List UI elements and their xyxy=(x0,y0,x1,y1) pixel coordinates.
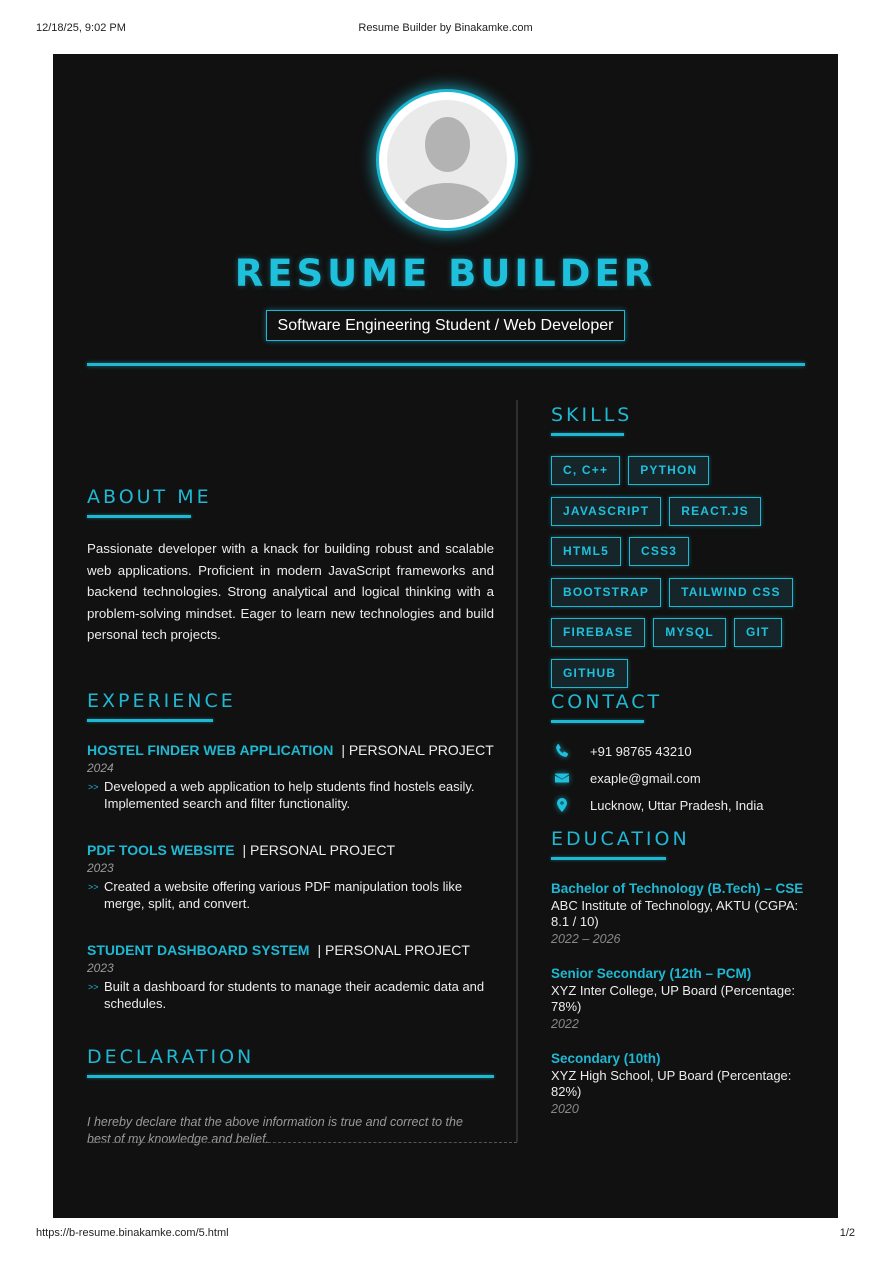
skill-tag: PYTHON xyxy=(628,456,709,485)
contact-item-email xyxy=(551,770,811,797)
skill-tag-row xyxy=(551,618,811,659)
double-chevron-icon: >> xyxy=(88,882,99,892)
experience-description-text: Built a dashboard for students to manage their academic data and schedules. xyxy=(104,979,485,1011)
education-year: 2022 xyxy=(551,1016,579,1031)
skill-tag-row xyxy=(551,537,811,578)
about-text: Passionate developer with a knack for building robust and scalable web applications. Proficient in modern JavaScript frameworks and backend technologies. Strong analytical and logical thinking with a problem-solving mindset. Eager to learn new technologies and build personal tech projects. xyxy=(87,541,494,643)
print-url: https://b-resume.binakamke.com/5.html xyxy=(36,1227,229,1239)
education-list xyxy=(551,881,807,1136)
experience-heading: EXPERIENCE xyxy=(87,690,236,712)
about-underline xyxy=(87,515,191,518)
education-school: XYZ High School, UP Board (Percentage: 82%) xyxy=(551,1067,792,1099)
skill-tag: REACT.JS xyxy=(669,497,761,526)
contact-email: exaple@gmail.com xyxy=(590,771,701,786)
skill-tag: FIREBASE xyxy=(551,618,645,647)
header-divider xyxy=(87,363,805,366)
skill-tag: JAVASCRIPT xyxy=(551,497,661,526)
education-degree: Bachelor of Technology (B.Tech) – CSE xyxy=(551,881,804,896)
skill-tag: GIT xyxy=(734,618,782,647)
contact-phone: +91 98765 43210 xyxy=(590,744,692,759)
skill-tag: TAILWIND CSS xyxy=(669,578,793,607)
column-divider xyxy=(516,400,518,1142)
envelope-icon xyxy=(554,770,570,786)
avatar-head-shape xyxy=(425,117,470,172)
education-item xyxy=(551,966,807,1032)
print-header xyxy=(0,22,891,36)
avatar-body-shape xyxy=(402,183,492,220)
experience-type: | PERSONAL PROJECT xyxy=(341,742,494,758)
experience-type: | PERSONAL PROJECT xyxy=(317,942,470,958)
skills-underline xyxy=(551,433,624,436)
contact-location: Lucknow, Uttar Pradesh, India xyxy=(590,798,764,813)
education-item xyxy=(551,1051,807,1117)
phone-icon xyxy=(554,743,570,759)
skills-section xyxy=(551,404,632,436)
experience-header xyxy=(87,741,494,759)
experience-type: | PERSONAL PROJECT xyxy=(242,842,396,858)
contact-underline xyxy=(551,720,644,723)
skill-tag-row xyxy=(551,497,811,538)
education-underline xyxy=(551,857,666,860)
skill-tag-row xyxy=(551,456,811,497)
experience-item xyxy=(87,941,494,1012)
map-pin-icon xyxy=(554,797,570,813)
experience-description xyxy=(87,979,494,1012)
experience-name: STUDENT DASHBOARD SYSTEM xyxy=(87,942,310,958)
declaration-heading: DECLARATION xyxy=(87,1046,255,1068)
education-section xyxy=(551,828,690,860)
experience-header xyxy=(87,941,494,959)
experience-item xyxy=(87,741,494,812)
experience-description xyxy=(87,879,494,912)
experience-name: HOSTEL FINDER WEB APPLICATION xyxy=(87,742,334,758)
left-column-bottom-border xyxy=(87,1142,517,1143)
contact-section xyxy=(551,691,662,723)
experience-year: 2023 xyxy=(87,861,114,875)
skills-heading: SKILLS xyxy=(551,404,633,426)
skill-tag: C, C++ xyxy=(551,456,620,485)
contact-item-phone xyxy=(551,743,811,770)
experience-description xyxy=(87,779,494,812)
skill-tag: BOOTSTRAP xyxy=(551,578,661,607)
experience-section xyxy=(87,690,494,1011)
about-section xyxy=(87,486,212,518)
skill-tag: CSS3 xyxy=(629,537,689,566)
declaration-section xyxy=(87,1046,494,1078)
education-degree: Secondary (10th) xyxy=(551,1051,661,1066)
skill-tag: MYSQL xyxy=(653,618,726,647)
user-placeholder-icon xyxy=(387,100,507,220)
experience-description-text: Developed a web application to help students find hostels easily. Implemented search and filter functionality. xyxy=(104,779,475,811)
print-page-number: 1/2 xyxy=(839,1227,855,1239)
experience-item xyxy=(87,841,494,912)
skill-tag-row xyxy=(551,578,811,619)
print-footer xyxy=(0,1227,891,1241)
resume-page xyxy=(53,54,838,1218)
education-item xyxy=(551,881,807,947)
about-heading: ABOUT ME xyxy=(87,486,212,508)
resume-title: RESUME BUILDER xyxy=(234,252,657,295)
education-year: 2022 – 2026 xyxy=(551,931,621,946)
avatar xyxy=(376,89,518,231)
education-school: ABC Institute of Technology, AKTU (CGPA: 8.1 / 10) xyxy=(551,897,799,929)
skill-tag: HTML5 xyxy=(551,537,621,566)
double-chevron-icon: >> xyxy=(88,982,99,992)
contact-heading: CONTACT xyxy=(551,691,663,713)
resume-subtitle: Software Engineering Student / Web Developer xyxy=(266,310,626,341)
print-datetime: 12/18/25, 9:02 PM xyxy=(36,22,126,34)
experience-header xyxy=(87,841,494,859)
contact-list xyxy=(551,743,811,824)
subtitle-wrapper xyxy=(53,310,838,341)
declaration-underline xyxy=(87,1075,494,1078)
print-page-title: Resume Builder by Binakamke.com xyxy=(358,22,533,34)
contact-item-location xyxy=(551,797,811,824)
about-heading-wrap xyxy=(87,486,212,518)
experience-year: 2024 xyxy=(87,761,114,775)
skill-tag: GITHUB xyxy=(551,659,628,688)
experience-description-text: Created a website offering various PDF manipulation tools like merge, split, and convert. xyxy=(104,879,463,911)
double-chevron-icon: >> xyxy=(88,782,99,792)
education-heading: EDUCATION xyxy=(551,828,690,850)
experience-name: PDF TOOLS WEBSITE xyxy=(87,842,235,858)
education-degree: Senior Secondary (12th – PCM) xyxy=(551,966,752,981)
experience-underline xyxy=(87,719,213,722)
education-school: XYZ Inter College, UP Board (Percentage: 78%) xyxy=(551,982,795,1014)
skill-tags xyxy=(551,456,811,699)
education-year: 2020 xyxy=(551,1101,579,1116)
experience-year: 2023 xyxy=(87,961,114,975)
declaration-text: I hereby declare that the above information is true and correct to the best of my knowledge and belief. xyxy=(87,1115,463,1146)
